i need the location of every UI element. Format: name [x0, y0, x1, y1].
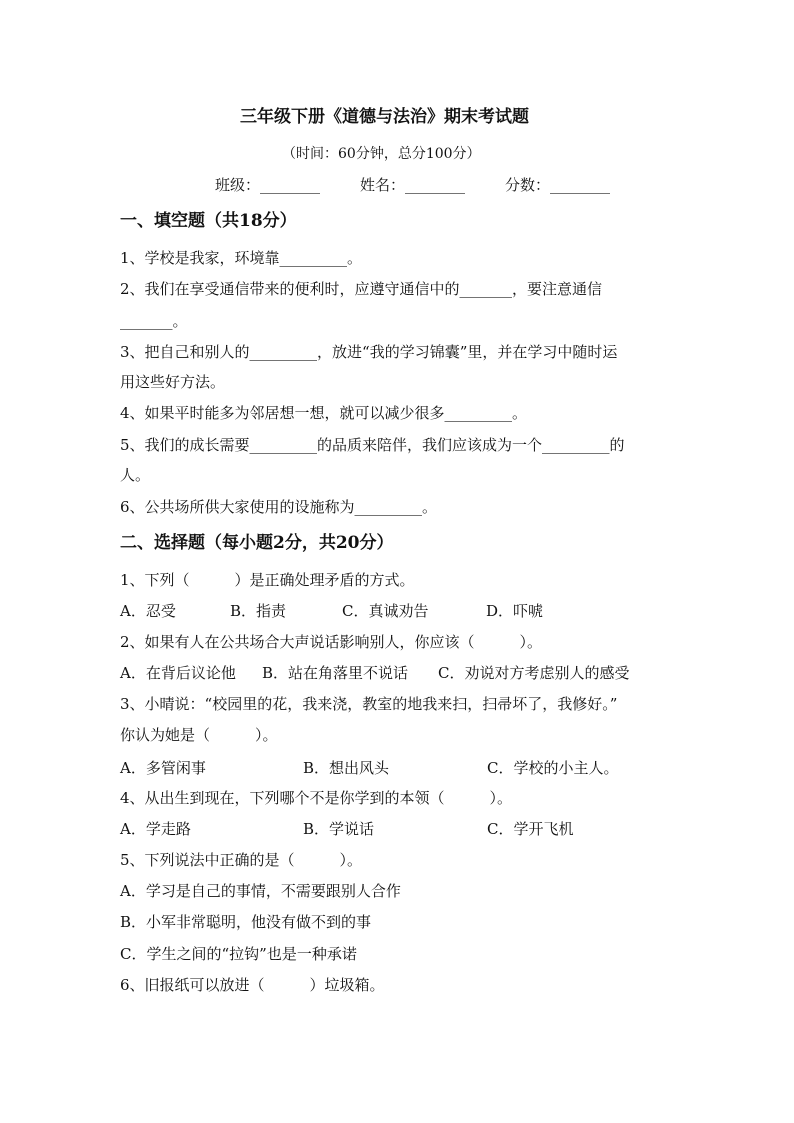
- choice-question-4: 4、从出生到现在，下列哪个不是你学到的本领（ ）。: [120, 789, 513, 807]
- option-a: A．忍受: [120, 602, 176, 620]
- option-a: A．学走路: [120, 820, 191, 838]
- choice-question-2: 2、如果有人在公共场合大声说话影响别人，你应该（ ）。: [120, 633, 543, 651]
- fill-question-1: 1、学校是我家，环境靠_________。: [120, 249, 363, 267]
- section1-heading: 一、填空题（共18分）: [120, 211, 297, 231]
- option-b: B．站在角落里不说话: [262, 664, 409, 682]
- option-b: B．想出风头: [303, 759, 390, 777]
- choice-question-6: 6、旧报纸可以放进（ ）垃圾箱。: [120, 976, 385, 994]
- option-c: C．学校的小主人。: [487, 759, 619, 777]
- fill-question-5-cont: 人。: [120, 466, 151, 484]
- option-c: C．劝说对方考虑别人的感受: [438, 664, 630, 682]
- fill-question-3-cont: 用这些好方法。: [120, 373, 226, 391]
- name-field: 姓名：________: [360, 176, 466, 194]
- choice-question-3: 3、小晴说：“校园里的花，我来浇，教室的地我来扫，扫帚坏了，我修好。”: [120, 695, 618, 713]
- choice-question-1: 1、下列（ ）是正确处理矛盾的方式。: [120, 571, 415, 589]
- option-a: A．在背后议论他: [120, 664, 236, 682]
- score-field: 分数：________: [505, 176, 611, 194]
- choice-question-5: 5、下列说法中正确的是（ ）。: [120, 851, 363, 869]
- choice-question-3-cont: 你认为她是（ ）。: [120, 726, 278, 744]
- option-c: C．真诚劝告: [342, 602, 429, 620]
- fill-question-6: 6、公共场所供大家使用的设施称为_________。: [120, 498, 438, 516]
- exam-subtitle: （时间：60分钟，总分100分）: [282, 146, 481, 162]
- choice-question-5-option-a: A．学习是自己的事情，不需要跟别人合作: [120, 882, 401, 900]
- fill-question-3: 3、把自己和别人的_________，放进“我的学习锦囊”里，并在学习中随时运: [120, 343, 618, 361]
- fill-question-2-cont: _______。: [120, 312, 188, 330]
- option-a: A．多管闲事: [120, 759, 206, 777]
- fill-question-4: 4、如果平时能多为邻居想一想，就可以减少很多_________。: [120, 404, 528, 422]
- option-b: B．学说话: [303, 820, 375, 838]
- page-title: 三年级下册《道德与法治》期末考试题: [240, 107, 529, 127]
- section2-heading: 二、选择题（每小题2分，共20分）: [120, 533, 394, 553]
- fill-question-5: 5、我们的成长需要_________的品质来陪伴，我们应该成为一个_________的: [120, 436, 625, 454]
- choice-question-5-option-b: B．小军非常聪明，他没有做不到的事: [120, 913, 372, 931]
- option-c: C．学开飞机: [487, 820, 574, 838]
- fill-question-2: 2、我们在享受通信带来的便利时，应遵守通信中的_______，要注意通信: [120, 280, 603, 298]
- class-field: 班级：________: [215, 176, 321, 194]
- option-d: D．吓唬: [486, 602, 544, 620]
- option-b: B．指责: [230, 602, 287, 620]
- choice-question-5-option-c: C．学生之间的“拉钩”也是一种承诺: [120, 945, 357, 963]
